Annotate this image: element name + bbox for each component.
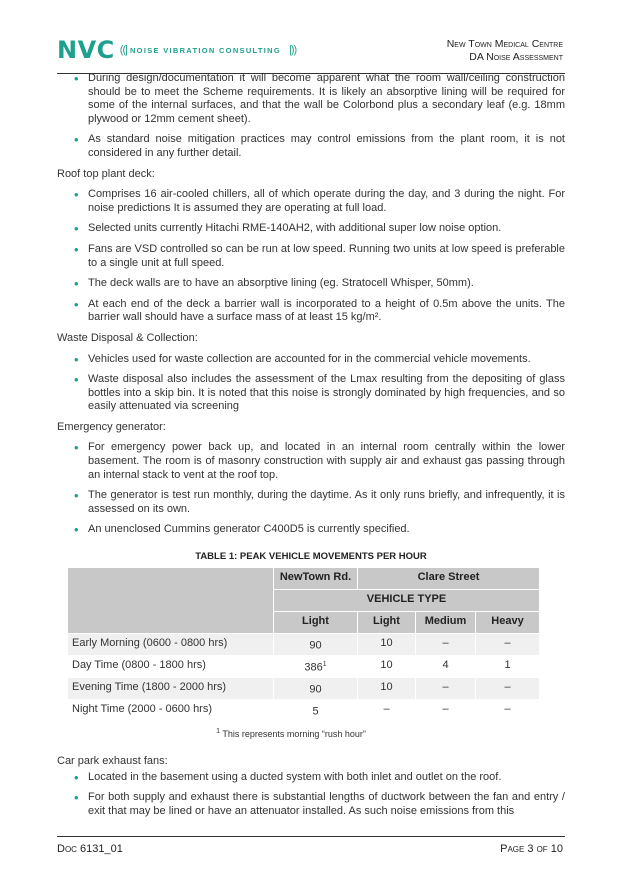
page-body xyxy=(57,72,565,826)
cell-newtown: 5 xyxy=(274,699,358,721)
page-header xyxy=(57,30,565,74)
logo-text: NVC xyxy=(57,36,115,64)
sound-wave-icon: ((| xyxy=(119,44,127,56)
table-row xyxy=(68,633,540,655)
bullet-item: • The generator is test run monthly, during the daytime. As it only runs briefly, and infrequently, it is assessed on its own. xyxy=(57,489,565,516)
table-footnote: $^1$ This represents morning “rush hour” xyxy=(216,727,366,739)
subheader-light: Light xyxy=(274,611,358,633)
cell-medium: – xyxy=(416,677,476,699)
row-label: Evening Time (1800 - 2000 hrs) xyxy=(68,677,274,699)
table-row xyxy=(68,699,540,721)
bullet-item: • As standard noise mitigation practices may control emissions from the plant room, it is not considered in any further detail. xyxy=(57,133,565,160)
subheader-light: Light xyxy=(358,611,416,633)
page-footer xyxy=(57,836,565,855)
section-heading: Waste Disposal & Collection: xyxy=(57,331,198,344)
document-title-line2: DA Noise Assessment xyxy=(469,51,563,63)
table-corner-cell xyxy=(68,567,274,633)
sound-wave-icon: |)) xyxy=(289,44,297,56)
bullet-item: • Selected units currently Hitachi RME-140AH2, with additional super low noise option. xyxy=(57,222,565,236)
footnote-reference: 1 xyxy=(322,660,327,668)
cell-newtown: $386^1$ xyxy=(274,655,358,677)
row-label: Early Morning (0600 - 0800 hrs) xyxy=(68,633,274,655)
cell-heavy: – xyxy=(476,677,540,699)
bullet-item: • Comprises 16 air-cooled chillers, all of which operate during the day, and 3 during the night. For noise predictions It is assumed they are operating at full load. xyxy=(57,188,565,215)
cell-light: 10 xyxy=(358,655,416,677)
section-heading: Emergency generator: xyxy=(57,420,166,433)
column-header-newtown: NewTown Rd. xyxy=(274,567,358,589)
table-title: TABLE 1: PEAK VEHICLE MOVEMENTS PER HOUR xyxy=(195,551,427,563)
cell-heavy: 1 xyxy=(476,655,540,677)
bullet-item: • Located in the basement using a ducted system with both inlet and outlet on the roof. xyxy=(57,771,565,785)
cell-medium: – xyxy=(416,699,476,721)
cell-heavy: – xyxy=(476,699,540,721)
cell-newtown: 90 xyxy=(274,677,358,699)
document-number: Doc 6131_01 xyxy=(57,843,123,855)
bullet-item: • Vehicles used for waste collection are accounted for in the commercial vehicle movements. xyxy=(57,353,565,367)
cell-light: 10 xyxy=(358,677,416,699)
subheader-heavy: Heavy xyxy=(476,611,540,633)
table-row xyxy=(68,677,540,699)
bullet-item: • The deck walls are to have an absorptive lining (eg. Stratocell Whisper, 50mm). xyxy=(57,277,565,291)
logo-tagline: NOISE VIBRATION CONSULTING xyxy=(129,45,281,55)
section-heading: Roof top plant deck: xyxy=(57,167,155,180)
cell-medium: – xyxy=(416,633,476,655)
document-title xyxy=(447,38,563,64)
bullet-item: • Fans are VSD controlled so can be run at low speed. Running two units at low speed is preferable to a single unit at full speed. xyxy=(57,243,565,270)
cell-medium: 4 xyxy=(416,655,476,677)
bullet-item: • For both supply and exhaust there is substantial lengths of ductwork between the fan and entry / exit that may be lined or have an attenuator installed. As such noise emissions from this xyxy=(57,791,565,818)
cell-heavy: – xyxy=(476,633,540,655)
bullet-item: • Waste disposal also includes the assessment of the Lmax resulting from the depositing of glass bottles into a skip bin. It is noted that this noise is strongly dominated by high frequencies, and so easily attenuated via screening xyxy=(57,373,565,414)
section-heading: Car park exhaust fans: xyxy=(57,755,168,768)
bullet-item: • For emergency power back up, and located in an internal room centrally within the lower basement. The room is of masonry construction with supply air and exhaust gas passing through an internal stack to vent at the roof top. xyxy=(57,441,565,482)
row-label: Night Time (2000 - 0600 hrs) xyxy=(68,699,274,721)
vehicle-movements-table xyxy=(67,567,540,722)
cell-light: – xyxy=(358,699,416,721)
bullet-item: • An unenclosed Cummins generator C400D5 is currently specified. xyxy=(57,523,565,537)
row-label: Day Time (0800 - 1800 hrs) xyxy=(68,655,274,677)
table-row xyxy=(68,655,540,677)
bullet-item: • During design/documentation it will become apparent what the room wall/ceiling construction should be to meet the Scheme requirements. It is likely an absorptive lining will be required for some of the internal surfaces, and that the wall be Colorbond plus a secondary leaf (e.g. 18mm plywood or 12mm cement sheet). xyxy=(57,72,565,126)
page-number: Page 3 of 10 xyxy=(500,843,563,855)
cell-light: 10 xyxy=(358,633,416,655)
column-header-vehicle-type: VEHICLE TYPE xyxy=(274,589,540,611)
company-logo xyxy=(57,36,296,64)
column-header-clare: Clare Street xyxy=(358,567,540,589)
bullet-item: • At each end of the deck a barrier wall is incorporated to a height of 0.5m above the units. The barrier wall should have a surface mass of at least 15 kg/m². xyxy=(57,298,565,325)
subheader-medium: Medium xyxy=(416,611,476,633)
document-title-line1: New Town Medical Centre xyxy=(446,38,563,50)
cell-newtown: 90 xyxy=(274,633,358,655)
